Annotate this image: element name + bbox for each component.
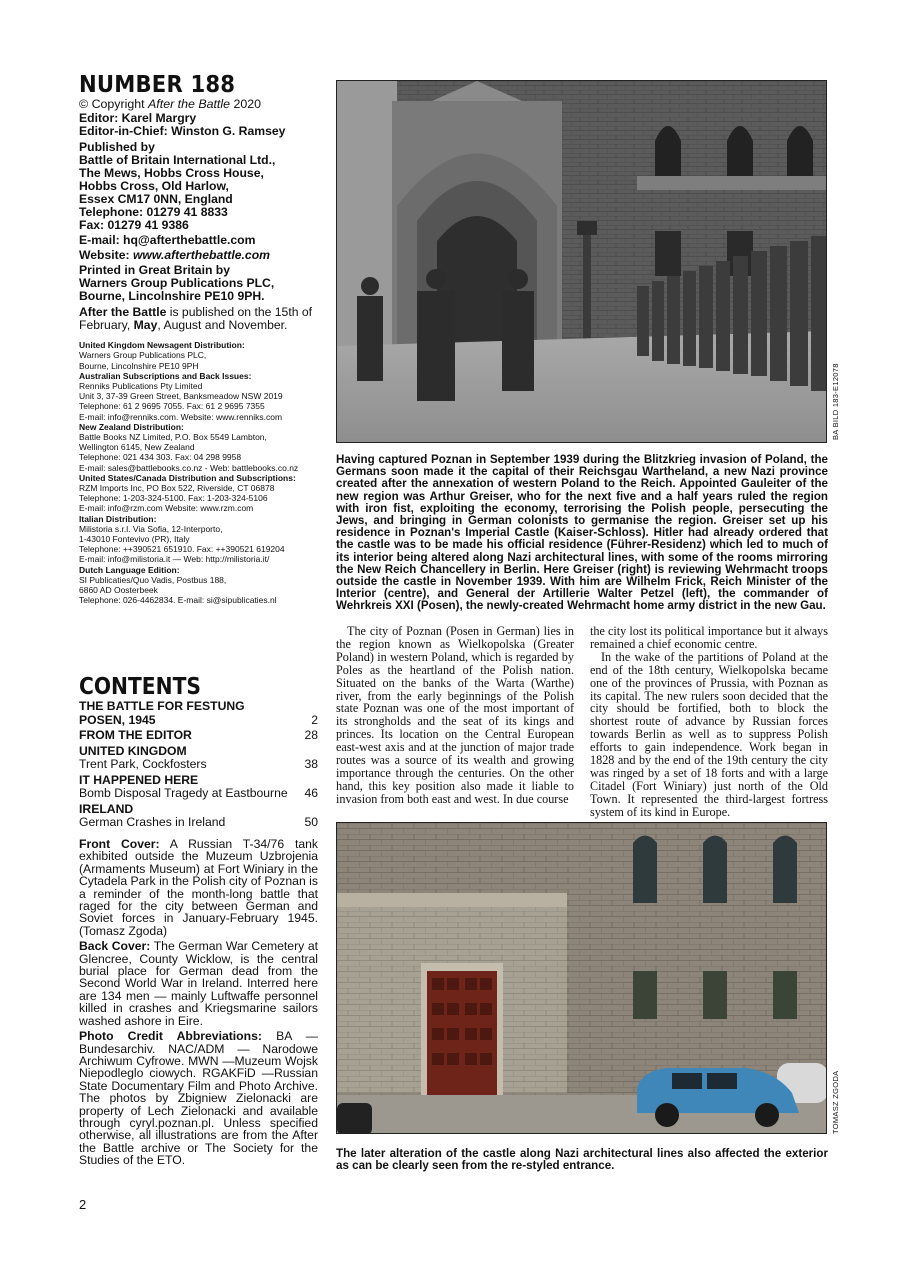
distribution-line: Milistoria s.r.l. Via Sofia, 12-Interporto, (79, 523, 223, 534)
contents-entry-row (79, 816, 318, 830)
body-column-right (590, 625, 828, 819)
contents-page-number: 28 (304, 728, 318, 742)
distribution-heading: United States/Canada Distribution and Subscriptions: (79, 472, 296, 483)
contents-entry-title: Bomb Disposal Tragedy at Eastbourne (79, 786, 288, 800)
contents-page-number: 2 (311, 712, 318, 727)
distribution-line: Telephone: 021 434 303. Fax: 04 298 9958 (79, 452, 242, 463)
castle-review-illustration (337, 81, 827, 443)
editor: Editor: Karel Margry (79, 110, 197, 125)
distribution-line: 6860 AD Oosterbeek (79, 585, 158, 596)
contents-page-number: 46 (304, 786, 318, 800)
castle-entrance-photo (336, 822, 827, 1134)
front-cover-note: Front Cover: A Russian T-34/76 tank exhibited outside the Muzeum Uzbrojenia (Armaments Museum) at Fort Winiary in the Cytadela Park in the Polish city of Poznan is a reminder of the month-long battle that raged for the city between German and Soviet forces in January-February 1945. (Tomasz Zgoda) (79, 837, 318, 938)
distribution-line: SI Publicaties/Quo Vadis, Postbus 188, (79, 574, 227, 585)
photo-credit-bottom: TOMASZ ZGODA (831, 1070, 840, 1134)
distribution-line: Telephone: ++390521 651910. Fax: ++390521 619204 (79, 544, 285, 555)
distribution-line: Telephone: 61 2 9695 7055. Fax: 61 2 9695 7355 (79, 401, 265, 412)
publication-schedule: After the Battle is published on the 15th of February, May, August and November. (79, 304, 313, 332)
contents-entry-row (79, 729, 318, 743)
contents-section: IT HAPPENED HERE (79, 772, 199, 787)
contents-item[interactable] (79, 774, 318, 801)
distribution-line: Unit 3, 37-39 Green Street, Banksmeadow NSW 2019 (79, 391, 283, 402)
contents-section: UNITED KINGDOM (79, 743, 187, 758)
body-column-left (336, 625, 574, 806)
distribution-line: E-mail: info@milistoria.it — Web: http://milistoria.it/ (79, 554, 270, 565)
distribution-heading: New Zealand Distribution: (79, 421, 184, 432)
contents-title: CONTENTS (79, 674, 201, 700)
contents-entry-title: Trent Park, Cockfosters (79, 757, 207, 771)
body-paragraph: the city lost its political importance but it always remained a chief economic centre. (590, 624, 828, 651)
copyright: © Copyright After the Battle 2020 (79, 97, 262, 111)
distribution-line: Wellington 6145, New Zealand (79, 442, 195, 453)
contents-entry-row (79, 714, 318, 728)
distribution-line: Telephone: 026-4462834. E-mail: si@sipublicaties.nl (79, 595, 277, 606)
cover-notes (79, 838, 318, 1170)
masthead (79, 72, 318, 605)
distribution-line: Warners Group Publications PLC, (79, 350, 207, 361)
contents-item[interactable] (79, 803, 318, 830)
body-paragraph: The city of Poznan (Posen in German) lies in the region known as Wielkopolska (Greater Poland) in western Poland, which is regarded by Poles as the heartland of the Polish nation. Situated on the banks of the Warta (Warthe) river, from the early beginnings of the Polish state Poznan was one of the most important of its strongholds and the seat of its kings and princes. Its location on the Central European east-west axis and at the junction of major trade routes was a source of its wealth and growing importance through the centuries. On the other hand, this key position also made it liable to invasion from both east and west. In due course (336, 624, 574, 806)
issue-number: NUMBER 188 (79, 72, 236, 98)
contents-item[interactable] (79, 745, 318, 772)
contents-entry-title: German Crashes in Ireland (79, 815, 226, 829)
printer-block: Printed in Great Britain by Warners Group Publications PLC, Bourne, Lincolnshire PE10 9PH. (79, 262, 275, 303)
distribution-heading: Australian Subscriptions and Back Issues: (79, 370, 252, 381)
distribution-line: 1-43010 Fontevivo (PR), Italy (79, 534, 190, 545)
photo-credit-top: BA BILD 183-E12078 (831, 363, 840, 440)
photo-credit-note: Photo Credit Abbreviations: BA — Bundesarchiv. NAC/ADM — Narodowe Archiwum Cyfrowe. MWN —Muzeum Wojsk Niepodleglo ciowych. RGAKFiD —Russian State Documentary Film and Photo Archive. The photos by Zbigniew Zielonacki are property of Lech Zielonacki and available through cyryl.poznan.pl. Unless specified otherwise, all illustrations are from the After the Battle archive or The Society for the Studies of the ETO. (79, 1029, 318, 1168)
distribution-list (79, 340, 318, 605)
publisher-block: Published by Battle of Britain International Ltd., The Mews, Hobbs Cross House, Hobbs Cross, Old Harlow, Essex CM17 0NN, England Telephone: 01279 41 8833 Fax: 01279 41 9386 (79, 139, 276, 232)
contents-list (79, 700, 318, 832)
distribution-line: E-mail: sales@battlebooks.co.nz - Web: battlebooks.co.nz (79, 462, 299, 473)
page-number: 2 (79, 1197, 87, 1212)
photo-caption-top: Having captured Poznan in September 1939 during the Blitzkrieg invasion of Poland, the Germans soon made it the capital of their Reichsgau Wartheland, a new Nazi province created after the annexation of western Poland to the Reich. Appointed Gauleiter of the new region was Arthur Greiser, who for the next five and a half years ruled the region with iron fist, exploiting the economy, terrorising the Polish people, persecuting the Jews, and bringing in German colonists to germanise the region. Greiser set up his residence in Poznan's Imperial Castle (Kaiser-Schloss). Hitler had already ordered that the castle was to be made his official residence (Führer-Residenz) which led to much of its interior being altered along Nazi architectural lines, with some of the rooms mirroring the New Reich Chancellery in Berlin. Here Greiser (right) is reviewing Wehrmacht troops outside the castle in November 1939. With him are Wilhelm Frick, Reich Minister of the Interior (centre), and General der Artillerie Walter Petzel (left), the commander of Wehrkreis XXI (Posen), the newly-created Wehrmacht home army district in the new Gau. (336, 453, 828, 613)
contents-section: THE BATTLE FOR FESTUNG (79, 699, 245, 713)
editor-in-chief: Editor-in-Chief: Winston G. Ramsey (79, 124, 286, 139)
distribution-line: E-mail: info@rzm.com Website: www.rzm.com (79, 503, 254, 514)
distribution-line: Renniks Publications Pty Limited (79, 381, 203, 391)
castle-review-photo (336, 80, 827, 443)
contents-entry-row (79, 758, 318, 772)
body-paragraph: In the wake of the partitions of Poland at the end of the 18th century, Wielkopolska became one of the provinces of Prussia, with Poznan as its capital. The new rulers soon decided that the city should be fortified, both to block the shortest route of advance by Russian forces towards Berlin as well as to suppress Polish efforts to gain independence. Work began in 1828 and by the end of the 19th century the city was ringed by a set of 18 forts and with a large Citadel (Fort Winiary) just north of the Old Town. It represented the third-largest fortress system of its kind in Europe. (590, 649, 828, 819)
photo-caption-bottom: The later alteration of the castle along Nazi architectural lines also affected the exterior as can be clearly seen from the re-styled entrance. (336, 1147, 828, 1173)
contents-section: IRELAND (79, 801, 134, 816)
castle-entrance-illustration (337, 823, 827, 1134)
contents-entry-row (79, 787, 318, 801)
contents-entry-title: POSEN, 1945 (79, 712, 156, 727)
contents-item[interactable] (79, 700, 318, 727)
website-line[interactable]: Website: www.afterthebattle.com (79, 247, 270, 262)
distribution-line: Bourne, Lincolnshire PE10 9PH (79, 360, 199, 371)
distribution-heading: Dutch Language Edition: (79, 564, 180, 575)
distribution-heading: United Kingdom Newsagent Distribution: (79, 340, 245, 351)
distribution-line: RZM Imports Inc, PO Box 522, Riverside, CT 06878 (79, 483, 275, 494)
contents-page-number: 38 (304, 757, 318, 771)
contents-entry-title: FROM THE EDITOR (79, 728, 192, 742)
contents-page-number: 50 (304, 815, 318, 829)
distribution-line: Battle Books NZ Limited, P.O. Box 5549 Lambton, (79, 432, 267, 443)
distribution-line: Telephone: 1-203-324-5100. Fax: 1-203-324-5106 (79, 493, 268, 504)
contents-item[interactable] (79, 729, 318, 743)
distribution-heading: Italian Distribution: (79, 513, 157, 524)
email-line[interactable]: E-mail: hq@afterthebattle.com (79, 232, 256, 247)
back-cover-note: Back Cover: The German War Cemetery at Glencree, County Wicklow, is the central burial place for German dead from the Second World War in Ireland. Interred here are 134 men — mainly Luftwaffe personnel killed in crashes and Kriegsmarine sailors washed ashore in Eire. (79, 939, 318, 1028)
distribution-line: E-mail: info@renniks.com. Website: www.renniks.com (79, 411, 283, 422)
